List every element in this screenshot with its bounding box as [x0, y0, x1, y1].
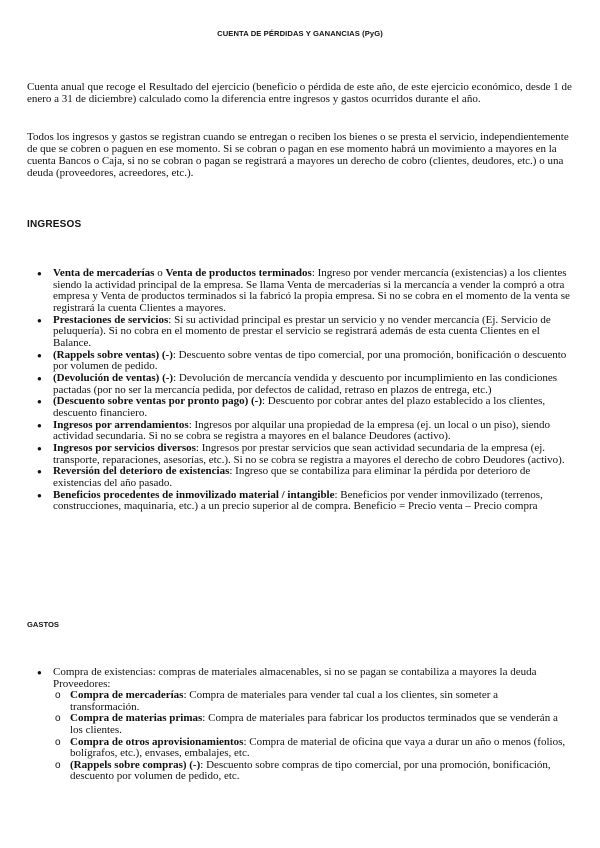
item-text: : Ingresos por prestar servicios que sean actividad secundaria de la empresa (ej. transporte, reparaciones, asesorías, etc.). Si no se cobra se registra a mayores el derecho de cobro Deudores (activo).: [53, 442, 565, 466]
sub-list-item: [53, 737, 570, 760]
item-term: Venta de mercaderías: [53, 267, 155, 279]
item-text: : Ingreso que se contabiliza para eliminar la pérdida por deterioro de existencias del año pasado.: [53, 465, 531, 489]
item-text: : Ingreso por vender mercancía (existencias) a los clientes siendo la actividad principal de la empresa. Se llama Venta de mercaderías si la mercancía a vender la compró a otra empresa y Venta de productos terminados si la fabricó la propia empresa. Si no se cobra en el momento de la venta se registrará la cuenta Clientes a mayores.: [53, 267, 570, 314]
sub-list-item: [53, 760, 570, 783]
item-term-2: Venta de productos terminados: [165, 267, 312, 279]
list-item: [0, 443, 600, 466]
item-term: Reversión del deterioro de existencias: [53, 465, 230, 478]
list-item: [0, 315, 600, 350]
item-text: : Compra de materiales para vender tal cual a los clientes, sin someter a transformación.: [70, 689, 499, 713]
ingresos-heading: INGRESOS: [27, 219, 82, 230]
item-text: : Compra de materiales para fabricar los productos terminados que se venderán a los clientes.: [70, 712, 558, 736]
list-item: [0, 350, 600, 373]
item-term: (Descuento sobre ventas por pronto pago) (-): [53, 395, 262, 408]
page-title: CUENTA DE PÉRDIDAS Y GANANCIAS (PyG): [217, 29, 383, 38]
item-text: : Devolución de mercancía vendida y descuento por incumplimiento en las condiciones pactadas (por no ser la mercancía pedida, por defectos de calidad, retraso en plazos de entrega, etc.): [53, 371, 558, 396]
list-item: [0, 466, 600, 489]
item-term: Compra de mercaderías: [70, 689, 184, 702]
item-term: Compra de otros aprovisionamientos: [70, 735, 244, 748]
item-text: : Beneficios por vender inmovilizado (terrenos, construcciones, maquinaria, etc.) a un precio superior al de compra. Beneficio = Precio venta – Precio compra: [53, 488, 543, 513]
gastos-heading: GASTOS: [27, 620, 59, 629]
item-connector: o: [154, 267, 166, 279]
sub-list-item: [53, 690, 570, 713]
list-item: [0, 373, 600, 396]
item-text: : Ingresos por alquilar una propiedad de la empresa (ej. un local o un piso), siendo actividad secundaria. Si no se cobra se registra a mayores en el balance Deudores (activo).: [53, 418, 551, 443]
item-term: Beneficios procedentes de inmovilizado material / intangible: [53, 488, 335, 501]
item-term: Ingresos por arrendamientos: [53, 418, 189, 431]
list-item: [0, 268, 600, 314]
item-term: Prestaciones de servicios: [53, 313, 169, 326]
intro-paragraph-1: Cuenta anual que recoge el Resultado del ejercicio (beneficio o pérdida de este año, de este ejercicio económico, desde 1 de enero a 31 de diciembre) calculado como la diferencia entre ingresos y gastos ocurridos durante el año.: [27, 81, 572, 105]
item-text: : Descuento por cobrar antes del plazo establecido a los clientes, descuento financiero.: [53, 395, 546, 419]
gastos-sublist: [53, 690, 570, 783]
ingresos-list: [0, 268, 600, 513]
list-item: [0, 396, 600, 419]
list-item: [0, 667, 600, 783]
item-term: Compra de materias primas: [70, 712, 203, 725]
item-term: (Devolución de ventas) (-): [53, 371, 174, 384]
intro-paragraph-2: Todos los ingresos y gastos se registran cuando se entregan o reciben los bienes o se presta el servicio, independientemente de que se cobren o paguen en ese momento. Si se cobran o pagan en ese momento habrá un movimiento a mayores en la cuenta Bancos o Caja, si no se cobran o pagan se registrará a mayores un derecho de cobro (clientes, deudores, etc.) o una deuda (proveedores, acreedores, etc.).: [27, 131, 569, 179]
item-term: (Rappels sobre compras) (-): [70, 758, 201, 771]
item-text: : Si su actividad principal es prestar un servicio y no vender mercancía (Ej. Servicio de peluquería). Si no cobra en el momento de prestar el servicio se registrará además de esta cuenta Clientes en el Balance.: [53, 313, 551, 349]
sub-list-item: [53, 713, 570, 736]
item-text: : Compra de material de oficina que vaya a durar un año o menos (folios, bolígrafos, etc.), envases, embalajes, etc.: [70, 735, 566, 760]
item-term: Ingresos por servicios diversos: [53, 442, 196, 455]
list-item: [0, 490, 600, 513]
gastos-list: [0, 667, 600, 783]
compra-existencias-text: Compra de existencias: compras de materiales almacenables, si no se pagan se contabiliza a mayores la deuda Proveedores:: [53, 666, 537, 690]
list-item: [0, 420, 600, 443]
item-text: : Descuento sobre compras de tipo comercial, por una promoción, bonificación, descuento por volumen de pedido, etc.: [70, 758, 551, 783]
item-term: (Rappels sobre ventas) (-): [53, 348, 173, 361]
item-text: : Descuento sobre ventas de tipo comercial, por una promoción, bonificación o descuento por volumen de pedido.: [53, 348, 567, 373]
